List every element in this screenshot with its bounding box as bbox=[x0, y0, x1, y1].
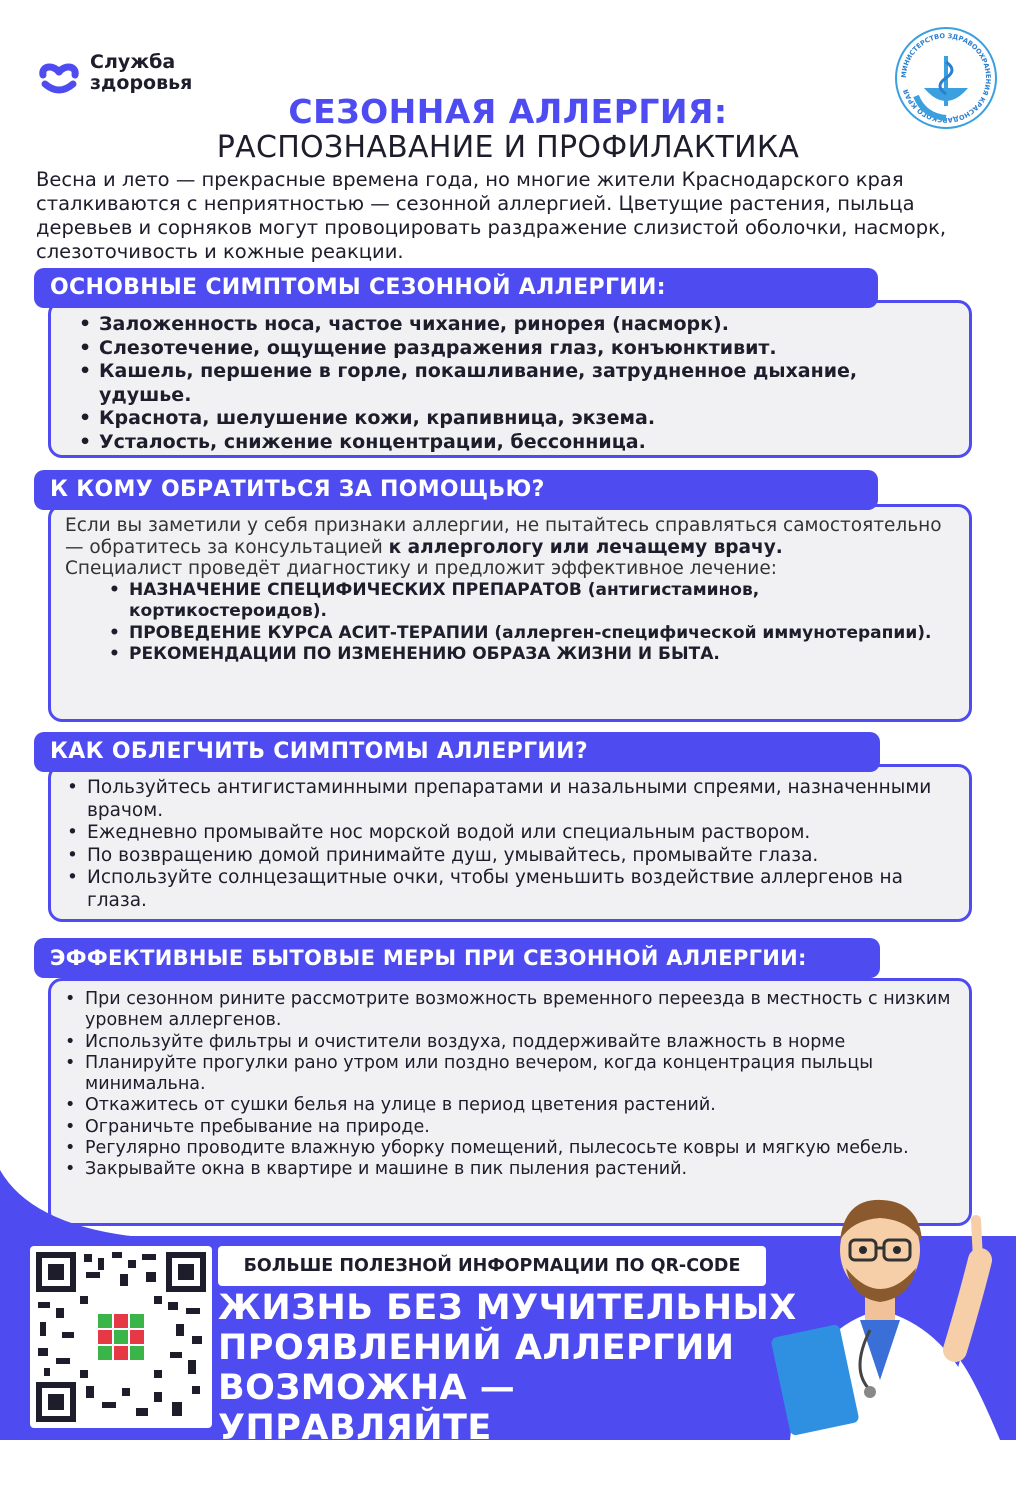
list-item: • Слезотечение, ощущение раздражения глаз, конъюнктивит. bbox=[79, 336, 777, 359]
list-item: • Заложенность носа, частое чихание, ринорея (насморк). bbox=[79, 313, 729, 335]
brand-name: Служба здоровья bbox=[90, 51, 193, 94]
list-item: • Усталость, снижение концентрации, бессонница. bbox=[79, 430, 646, 453]
list-item: • Ежедневно промывайте нос морской водой или специальным раствором. bbox=[67, 822, 811, 843]
help-heading: К КОМУ ОБРАТИТЬСЯ ЗА ПОМОЩЬЮ? bbox=[34, 470, 878, 510]
list-item: • ПРОВЕДЕНИЕ КУРСА АСИТ-ТЕРАПИИ (аллерген-специфической иммунотерапии). bbox=[109, 622, 932, 643]
relief-list bbox=[67, 777, 963, 912]
doctor-illustration bbox=[770, 1180, 1016, 1440]
relief-section bbox=[34, 732, 974, 926]
heart-smile-icon bbox=[36, 50, 82, 96]
household-list bbox=[65, 989, 963, 1181]
footer-slogan: ЖИЗНЬ БЕЗ МУЧИТЕЛЬНЫХ ПРОЯВЛЕНИЙ АЛЛЕРГИИ ВОЗМОЖНА — УПРАВЛЯЙТЕ СИТУАЦИЕЙ ГРАМОТНО! bbox=[218, 1288, 797, 1488]
relief-heading: КАК ОБЛЕГЧИТЬ СИМПТОМЫ АЛЛЕРГИИ? bbox=[34, 732, 880, 772]
list-item: • Откажитесь от сушки белья на улице в период цветения растений. bbox=[65, 1095, 716, 1116]
household-heading: ЭФФЕКТИВНЫЕ БЫТОВЫЕ МЕРЫ ПРИ СЕЗОННОЙ АЛЛЕРГИИ: bbox=[34, 938, 880, 978]
list-item: • При сезонном рините рассмотрите возможность временного переезда в местность с низким уровнем аллергенов. bbox=[65, 989, 951, 1031]
list-item: • Используйте солнцезащитные очки, чтобы уменьшить воздействие аллергенов на глаза. bbox=[67, 867, 903, 911]
qr-code-icon bbox=[36, 1252, 206, 1422]
symptoms-list bbox=[79, 313, 951, 454]
list-item: • НАЗНАЧЕНИЕ СПЕЦИФИЧЕСКИХ ПРЕПАРАТОВ (антигистаминов, кортикостероидов). bbox=[109, 579, 760, 621]
list-item: • Ограничьте пребывание на природе. bbox=[65, 1116, 430, 1137]
list-item: • РЕКОМЕНДАЦИИ ПО ИЗМЕНЕНИЮ ОБРАЗА ЖИЗНИ И БЫТА. bbox=[109, 644, 720, 664]
brand-logo bbox=[36, 50, 192, 96]
relief-box bbox=[48, 764, 972, 922]
symptoms-heading: ОСНОВНЫЕ СИМПТОМЫ СЕЗОННОЙ АЛЛЕРГИИ: bbox=[34, 268, 878, 308]
qr-code[interactable] bbox=[30, 1246, 212, 1428]
help-text-2: Специалист проведёт диагностику и предложит эффективное лечение: bbox=[65, 558, 777, 579]
list-item: • Планируйте прогулки рано утром или поздно вечером, когда концентрация пыльцы минимальна. bbox=[65, 1052, 874, 1095]
intro-paragraph: Весна и лето — прекрасные времена года, но многие жители Краснодарского края сталкиваются с неприятностью — сезонной аллергией. Цветущие растения, пыльца деревьев и сорняков могут провоцировать раздражение слизистой оболочки, насморк, слезоточивость и кожные реакции. bbox=[36, 168, 947, 263]
help-section bbox=[34, 470, 974, 726]
list-item: • Используйте фильтры и очистители воздуха, поддерживайте влажность в норме bbox=[65, 1031, 846, 1052]
list-item: • Кашель, першение в горле, покашливание, затрудненное дыхание, удушье. bbox=[79, 360, 858, 406]
help-text: Если вы заметили у себя признаки аллергии, не пытайтесь справляться самостоятельно — обратитесь за консультацией к аллергологу или лечащему врачу. bbox=[65, 515, 942, 558]
symptoms-box bbox=[48, 300, 972, 458]
list-item: • Закрывайте окна в квартире и машине в пик пыления растений. bbox=[65, 1159, 688, 1180]
help-list bbox=[65, 580, 951, 666]
page-title: СЕЗОННАЯ АЛЛЕРГИЯ: bbox=[288, 92, 728, 131]
symptoms-section bbox=[34, 268, 974, 462]
qr-label: БОЛЬШЕ ПОЛЕЗНОЙ ИНФОРМАЦИИ ПО QR-CODE bbox=[218, 1246, 766, 1286]
svg-text:МИНИСТЕРСТВО ЗДРАВООХРАНЕНИЯ К: МИНИСТЕРСТВО ЗДРАВООХРАНЕНИЯ КРАСНОДАРСКОГО КРАЯ bbox=[899, 31, 993, 125]
list-item: • Регулярно проводите влажную уборку помещений, пылесосьте ковры и мягкую мебель. bbox=[65, 1138, 909, 1159]
page-subtitle: РАСПОЗНАВАНИЕ И ПРОФИЛАКТИКА bbox=[216, 130, 800, 165]
list-item: • Краснота, шелушение кожи, крапивница, экзема. bbox=[79, 407, 656, 429]
list-item: • По возвращению домой принимайте душ, умывайтесь, промывайте глаза. bbox=[67, 844, 819, 866]
list-item: • Пользуйтесь антигистаминными препаратами и назальными спреями, назначенными врачом. bbox=[67, 777, 932, 821]
help-box bbox=[48, 504, 972, 722]
